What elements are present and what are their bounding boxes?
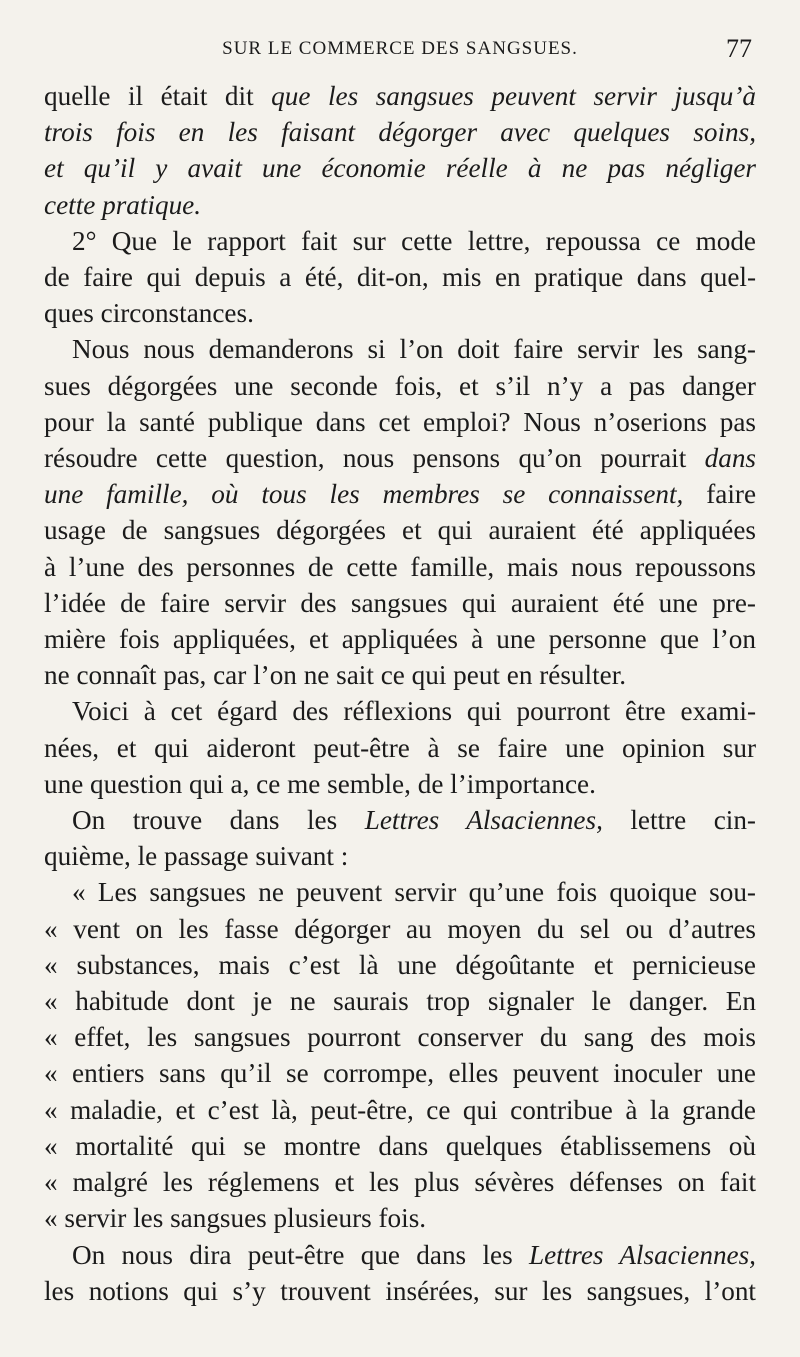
italic-text: une famille, où tous les membres se connaissent, xyxy=(44,479,684,510)
text-segment: nées, et qui aideront peut-être à se faire une opinion sur xyxy=(44,732,756,763)
text-line xyxy=(44,1164,756,1200)
text-segment: usage de sangsues dégorgées et qui auraient été appliquées xyxy=(44,515,756,546)
italic-text: dans xyxy=(704,443,756,474)
text-line xyxy=(44,476,756,512)
text-line xyxy=(44,150,756,186)
text-segment: quelle il était dit xyxy=(44,81,272,111)
text-line xyxy=(44,1200,756,1236)
text-line xyxy=(44,404,756,440)
text-segment: l’idée de faire servir des sangsues qui auraient été une pre- xyxy=(44,587,756,618)
text-segment: Voici à cet égard des réflexions qui pourront être exami- xyxy=(72,696,756,727)
text-line xyxy=(44,657,756,693)
text-line xyxy=(44,911,756,947)
text-segment: 2° Que le rapport fait sur cette lettre, repoussa ce mode xyxy=(72,225,756,256)
text-segment: ne connaît pas, car l’on ne sait ce qui peut en résulter. xyxy=(44,660,627,691)
text-line xyxy=(44,766,756,802)
text-segment: « maladie, et c’est là, peut-être, ce qui contribue à la grande xyxy=(44,1094,756,1125)
page-number: 77 xyxy=(726,34,752,63)
text-line xyxy=(44,1055,756,1091)
running-head: SUR LE COMMERCE DES SANGSUES. xyxy=(222,38,578,59)
text-line xyxy=(44,1273,756,1309)
text-segment: résoudre cette question, nous pensons qu’on pourrait xyxy=(44,443,705,474)
text-line xyxy=(44,295,756,331)
text-line xyxy=(44,368,756,404)
text-line xyxy=(44,585,756,621)
text-line xyxy=(44,838,756,874)
text-segment: à l’une des personnes de cette famille, mais nous repoussons xyxy=(44,551,756,582)
text-segment: « vent on les fasse dégorger au moyen du sel ou d’autres xyxy=(44,913,756,944)
text-line xyxy=(44,947,756,983)
text-segment: « effet, les sangsues pourront conserver du sang des mois xyxy=(44,1022,756,1053)
text-line xyxy=(44,802,756,838)
text-line xyxy=(44,983,756,1019)
text-segment: sues dégorgées une seconde fois, et s’il n’y a pas danger xyxy=(44,370,756,401)
body-text xyxy=(44,78,756,1309)
text-line xyxy=(44,874,756,910)
text-segment: une question qui a, ce me semble, de l’importance. xyxy=(44,768,596,799)
italic-text: Lettres Alsaciennes, xyxy=(528,1239,756,1270)
text-segment: On nous dira peut-être que dans les xyxy=(72,1239,529,1270)
page-header xyxy=(44,28,756,74)
text-segment: « Les sangsues ne peuvent servir qu’une fois quoique sou- xyxy=(72,877,756,908)
text-segment: « entiers sans qu’il se corrompe, elles peuvent inoculer une xyxy=(44,1058,756,1089)
text-segment: « substances, mais c’est là une dégoûtante et pernicieuse xyxy=(44,949,756,980)
text-segment: pour la santé publique dans cet emploi? Nous n’oserions pas xyxy=(44,406,756,437)
text-segment: lettre cin- xyxy=(602,805,756,836)
text-segment: de faire qui depuis a été, dit-on, mis en pratique dans quel- xyxy=(44,262,756,293)
italic-text: trois fois en les faisant dégorger avec quelques soins, xyxy=(44,117,756,148)
text-segment: On trouve dans les xyxy=(72,805,365,836)
italic-text: cette pratique. xyxy=(44,189,202,220)
text-segment: ques circonstances. xyxy=(44,298,254,329)
text-line xyxy=(44,187,756,223)
text-segment: faire xyxy=(683,479,757,510)
text-line xyxy=(44,693,756,729)
text-segment: « malgré les réglemens et les plus sévères défenses on fait xyxy=(44,1167,756,1198)
text-line xyxy=(44,512,756,548)
text-line xyxy=(44,259,756,295)
text-segment: Nous nous demanderons si l’on doit faire servir les sang- xyxy=(72,334,756,365)
text-segment: quième, le passage suivant : xyxy=(44,841,349,872)
text-line xyxy=(44,440,756,476)
text-line xyxy=(44,549,756,585)
text-line xyxy=(44,78,756,114)
italic-text: et qu’il y avait une économie réelle à ne pas négliger xyxy=(44,153,756,184)
italic-text: Lettres Alsaciennes, xyxy=(364,805,603,836)
text-line xyxy=(44,114,756,150)
text-line xyxy=(44,1128,756,1164)
text-line xyxy=(44,331,756,367)
text-segment: les notions qui s’y trouvent insérées, sur les sangsues, l’ont xyxy=(44,1275,756,1306)
text-line xyxy=(44,223,756,259)
text-segment: « mortalité qui se montre dans quelques établissemens où xyxy=(44,1130,756,1161)
italic-text: que les sangsues peuvent servir jusqu’à xyxy=(271,81,756,111)
text-line xyxy=(44,1237,756,1273)
text-segment: mière fois appliquées, et appliquées à une personne que l’on xyxy=(44,624,756,655)
text-line xyxy=(44,621,756,657)
text-segment: « servir les sangsues plusieurs fois. xyxy=(44,1203,427,1234)
text-line xyxy=(44,730,756,766)
text-line xyxy=(44,1092,756,1128)
text-segment: « habitude dont je ne saurais trop signaler le danger. En xyxy=(44,986,756,1017)
text-line xyxy=(44,1019,756,1055)
